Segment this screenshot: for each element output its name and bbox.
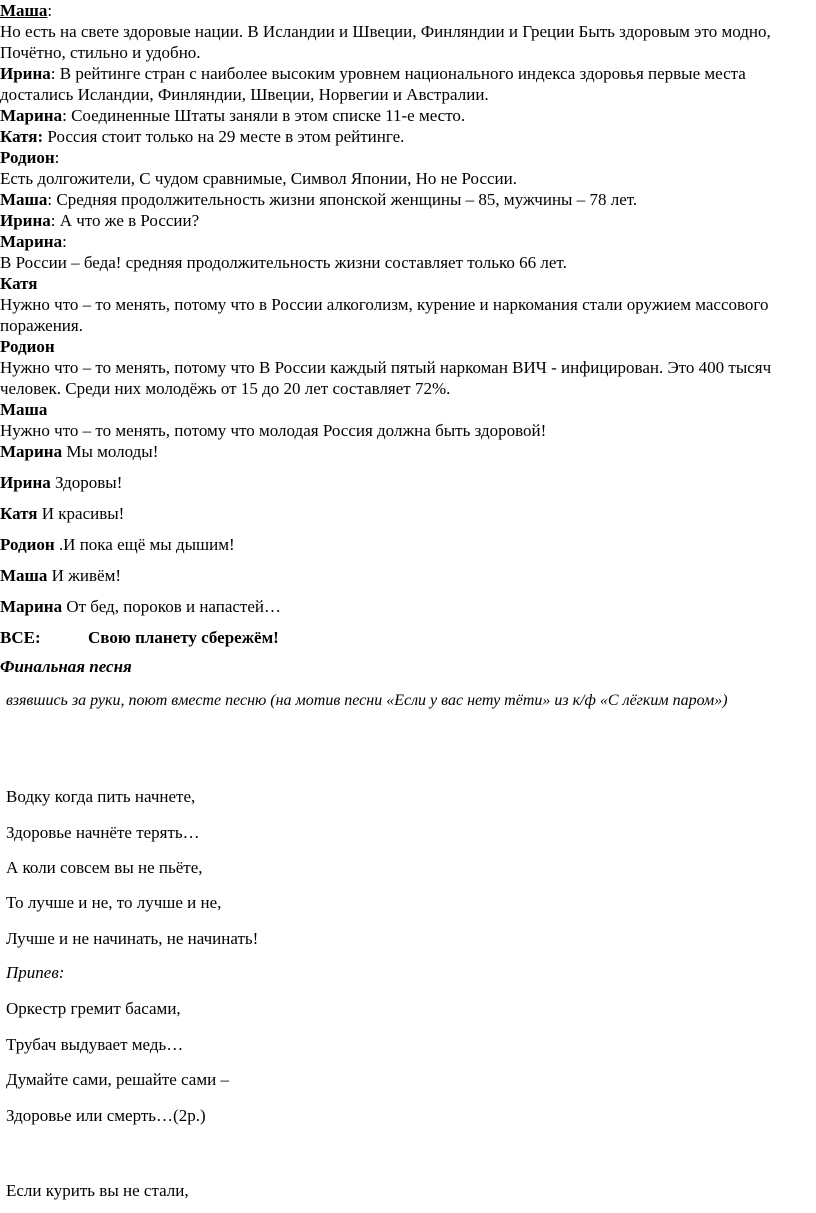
dialogue-line	[0, 441, 810, 462]
line-text: Мы молоды!	[66, 442, 159, 461]
dialogue-line	[0, 399, 810, 441]
speaker-name: Марина	[0, 597, 63, 616]
dialogue-block	[0, 0, 810, 462]
line-irina: Ирина Здоровы!	[0, 473, 123, 492]
dialogue-line: Марина: Соединенные Штаты заняли в этом списке 11-е место.	[0, 106, 466, 125]
speaker-name: Марина	[0, 442, 63, 461]
speaker-name: Родион	[0, 148, 55, 167]
speaker-name: Маша	[0, 190, 48, 209]
line-text: Средняя продолжительность жизни японской женщины – 85, мужчины – 78 лет.	[56, 190, 638, 209]
line-text: Россия стоит только на 29 месте в этом рейтинге.	[47, 127, 405, 146]
line-text: Нужно что – то менять, потому что В России каждый пятый наркоман ВИЧ - инфицирован. Это 400 тысяч человек. Среди них молодёжь от 15 до 20 лет составляет 72%.	[0, 358, 772, 398]
speaker-name: Ирина	[0, 473, 51, 492]
speaker-name: Катя:	[0, 127, 44, 146]
line-text: В рейтинге стран с наиболее высоким уровнем национального индекса здоровья первые места достались Исландии, Финляндии, Швеции, Норвегии и Австралии.	[0, 64, 746, 104]
dialogue-line	[0, 273, 810, 336]
line-masha: Маша И живём!	[0, 566, 122, 585]
song-line: Оркестр гремит басами,	[6, 999, 181, 1018]
speaker-name: Марина	[0, 232, 63, 251]
line-marina: Марина От бед, пороков и напастей…	[0, 597, 281, 616]
line-text: Нужно что – то менять, потому что молодая Россия должна быть здоровой!	[0, 421, 547, 440]
speaker-name: Маша	[0, 1, 48, 20]
dialogue-line	[0, 336, 810, 399]
song-line: Здоровье или смерть…(2р.)	[6, 1106, 206, 1125]
dialogue-line: Ирина: В рейтинге стран с наиболее высоким уровнем национального индекса здоровья первые места достались Исландии, Финляндии, Швеции, Норвегии и Австралии.	[0, 64, 746, 104]
line-text: Но есть на свете здоровые нации. В Исландии и Швеции, Финляндии и Греции Быть здоровым это модно, Почётно, стильно и удобно.	[0, 22, 771, 62]
song-line: То лучше и не, то лучше и не,	[6, 893, 222, 912]
speaker-name: Родион	[0, 337, 55, 356]
line-text: В России – беда! средняя продолжительность жизни составляет только 66 лет.	[0, 253, 567, 272]
speaker-name: Ирина	[0, 64, 51, 83]
line-rodion: Родион .И пока ещё мы дышим!	[0, 535, 235, 554]
line-text: Соединенные Штаты заняли в этом списке 11-е место.	[71, 106, 466, 125]
final-song-title: Финальная песня	[0, 657, 132, 676]
song-line: Здоровье начнёте терять…	[6, 823, 200, 842]
line-text: Свою планету сбережём!	[88, 628, 279, 647]
speaker-name: Ирина	[0, 211, 51, 230]
dialogue-line: Маша: Средняя продолжительность жизни японской женщины – 85, мужчины – 78 лет.	[0, 190, 638, 209]
song-line: Думайте сами, решайте сами –	[6, 1070, 229, 1089]
dialogue-line: Родион: Есть долгожители, С чудом сравнимые, Символ Японии, Но не России.	[0, 148, 517, 188]
speaker-name: Катя	[0, 274, 38, 293]
song-line: Лучше и не начинать, не начинать!	[6, 929, 259, 948]
speaker-name: Маша	[0, 566, 48, 585]
dialogue-line: Ирина: А что же в России?	[0, 211, 200, 230]
dialogue-line	[0, 126, 810, 147]
speaker-name: Родион	[0, 535, 55, 554]
line-all	[0, 627, 279, 648]
dialogue-line: Марина: В России – беда! средняя продолжительность жизни составляет только 66 лет.	[0, 232, 567, 272]
song-line: А коли совсем вы не пьёте,	[6, 858, 203, 877]
line-katya: Катя И красивы!	[0, 504, 125, 523]
speaker-name: Маша	[0, 400, 48, 419]
speaker-name: Марина	[0, 106, 63, 125]
song-line: Если курить вы не стали,	[6, 1181, 189, 1200]
dialogue-line: Маша: Но есть на свете здоровые нации. В Исландии и Швеции, Финляндии и Греции Быть здоровым это модно, Почётно, стильно и удобно.	[0, 1, 771, 62]
line-text: Есть долгожители, С чудом сравнимые, Символ Японии, Но не России.	[0, 169, 517, 188]
speaker-name: ВСЕ:	[0, 628, 41, 647]
song-line: Водку когда пить начнете,	[6, 787, 196, 806]
line-text: Нужно что – то менять, потому что в России алкоголизм, курение и наркомания стали оружием массового поражения.	[0, 295, 769, 335]
speaker-name: Катя	[0, 504, 38, 523]
stage-direction: взявшись за руки, поют вместе песню (на мотив песни «Если у вас нету тёти» из к/ф «С лёгким паром»)	[6, 692, 728, 709]
chorus-label: Припев:	[6, 963, 65, 982]
song-line: Трубач выдувает медь…	[6, 1035, 184, 1054]
line-text: А что же в России?	[59, 211, 200, 230]
